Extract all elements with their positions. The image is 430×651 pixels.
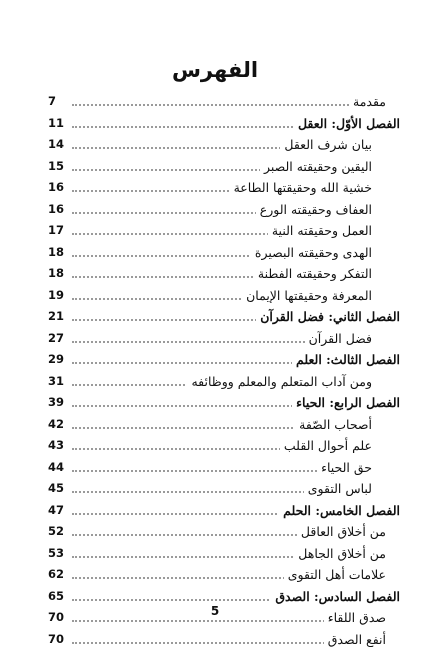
toc-page-number: 16 <box>48 180 68 194</box>
toc-entry-title: العفاف وحقيقته الورع <box>256 202 372 217</box>
toc-entry <box>48 630 400 651</box>
toc-entry-title: الفصل الرابع: الحياء <box>292 395 400 410</box>
toc-entry-title: الفصل السادس: الصدق <box>271 589 400 604</box>
toc-entry <box>48 92 400 114</box>
toc-entry-title: بيان شرف العقل <box>280 137 372 152</box>
toc-page-number: 52 <box>48 524 68 538</box>
toc-entry-title: ومن آداب المتعلم والمعلم ووظائفه <box>187 374 372 389</box>
toc-entry-title: أصحاب الصّفة <box>295 417 372 432</box>
toc-chapter-entry <box>48 350 400 372</box>
toc-page-number: 62 <box>48 567 68 581</box>
toc-entry <box>48 221 400 243</box>
toc-leader-dots <box>72 642 360 644</box>
toc-entry-title: علم أحوال القلب <box>280 438 372 453</box>
toc-entry-title: من أخلاق العاقل <box>297 524 386 539</box>
toc-page-number: 16 <box>48 202 68 216</box>
toc-page-number: 15 <box>48 159 68 173</box>
toc-entry-title: أنفع الصدق <box>324 632 386 647</box>
toc-entry-title: العمل وحقيقته النية <box>268 223 372 238</box>
toc-entry-title: الفصل الخامس: الحلم <box>279 503 400 518</box>
toc-entry <box>48 565 400 587</box>
toc-page-number: 65 <box>48 589 68 603</box>
toc-entry-title: الفصل الثاني: فضل القرآن <box>256 309 400 324</box>
toc-page-number: 7 <box>48 94 60 108</box>
toc-entry-title: المعرفة وحقيقتها الإيمان <box>242 288 372 303</box>
toc-chapter-entry <box>48 501 400 523</box>
toc-page-number: 18 <box>48 266 68 280</box>
toc-entry <box>48 479 400 501</box>
toc-entry-title: الفصل الأوّل: العقل <box>294 116 400 131</box>
page-title: الفهرس <box>0 58 430 82</box>
toc-entry <box>48 200 400 222</box>
toc-page-number: 18 <box>48 245 68 259</box>
toc-entry <box>48 522 400 544</box>
toc-page-number: 29 <box>48 352 68 366</box>
toc-entry-title: الهدى وحقيقته البصيرة <box>251 245 372 260</box>
toc-entry-title: حق الحياء <box>317 460 372 475</box>
toc-page-number: 39 <box>48 395 68 409</box>
toc-entry <box>48 436 400 458</box>
toc-page-number: 27 <box>48 331 68 345</box>
toc-leader-dots <box>72 104 360 106</box>
toc-entry-title: خشية الله وحقيقتها الطاعة <box>230 180 372 195</box>
toc-entry-title: التفكر وحقيقته الفطنة <box>254 266 372 281</box>
toc-entry <box>48 372 400 394</box>
toc-entry <box>48 157 400 179</box>
toc-page-number: 45 <box>48 481 68 495</box>
toc-entry <box>48 178 400 200</box>
toc-page-number: 47 <box>48 503 68 517</box>
toc-entry <box>48 243 400 265</box>
toc-page-number: 43 <box>48 438 68 452</box>
toc-page-number: 11 <box>48 116 68 130</box>
toc-entry-title: صدق اللقاء <box>324 610 386 625</box>
toc-page-number: 17 <box>48 223 68 237</box>
toc-page-number: 53 <box>48 546 68 560</box>
toc-page-number: 44 <box>48 460 68 474</box>
toc-page-number: 31 <box>48 374 68 388</box>
toc-entry-title: الفصل الثالث: العلم <box>292 352 400 367</box>
toc-entry-title: مقدمة <box>349 94 386 109</box>
toc-entry <box>48 135 400 157</box>
toc-entry <box>48 329 400 351</box>
toc-entry-title: اليقين وحقيقته الصبر <box>260 159 372 174</box>
toc-entry-title: من أخلاق الجاهل <box>294 546 386 561</box>
toc-entry <box>48 415 400 437</box>
page-number: 5 <box>0 604 430 618</box>
toc-chapter-entry <box>48 393 400 415</box>
toc-entry <box>48 458 400 480</box>
toc-page-number: 70 <box>48 610 68 624</box>
toc-chapter-entry <box>48 114 400 136</box>
toc-page-number: 70 <box>48 632 68 646</box>
toc-entry-title: علامات أهل التقوى <box>284 567 386 582</box>
toc-page-number: 14 <box>48 137 68 151</box>
toc-entry-title: فضل القرآن <box>305 331 372 346</box>
toc-entry-title: لباس التقوى <box>304 481 372 496</box>
toc-entry <box>48 264 400 286</box>
toc-page-number: 42 <box>48 417 68 431</box>
toc-entry <box>48 286 400 308</box>
toc-leader-dots <box>72 620 360 622</box>
table-of-contents <box>48 92 400 651</box>
toc-chapter-entry <box>48 307 400 329</box>
toc-page-number: 21 <box>48 309 68 323</box>
toc-page-number: 19 <box>48 288 68 302</box>
toc-entry <box>48 544 400 566</box>
